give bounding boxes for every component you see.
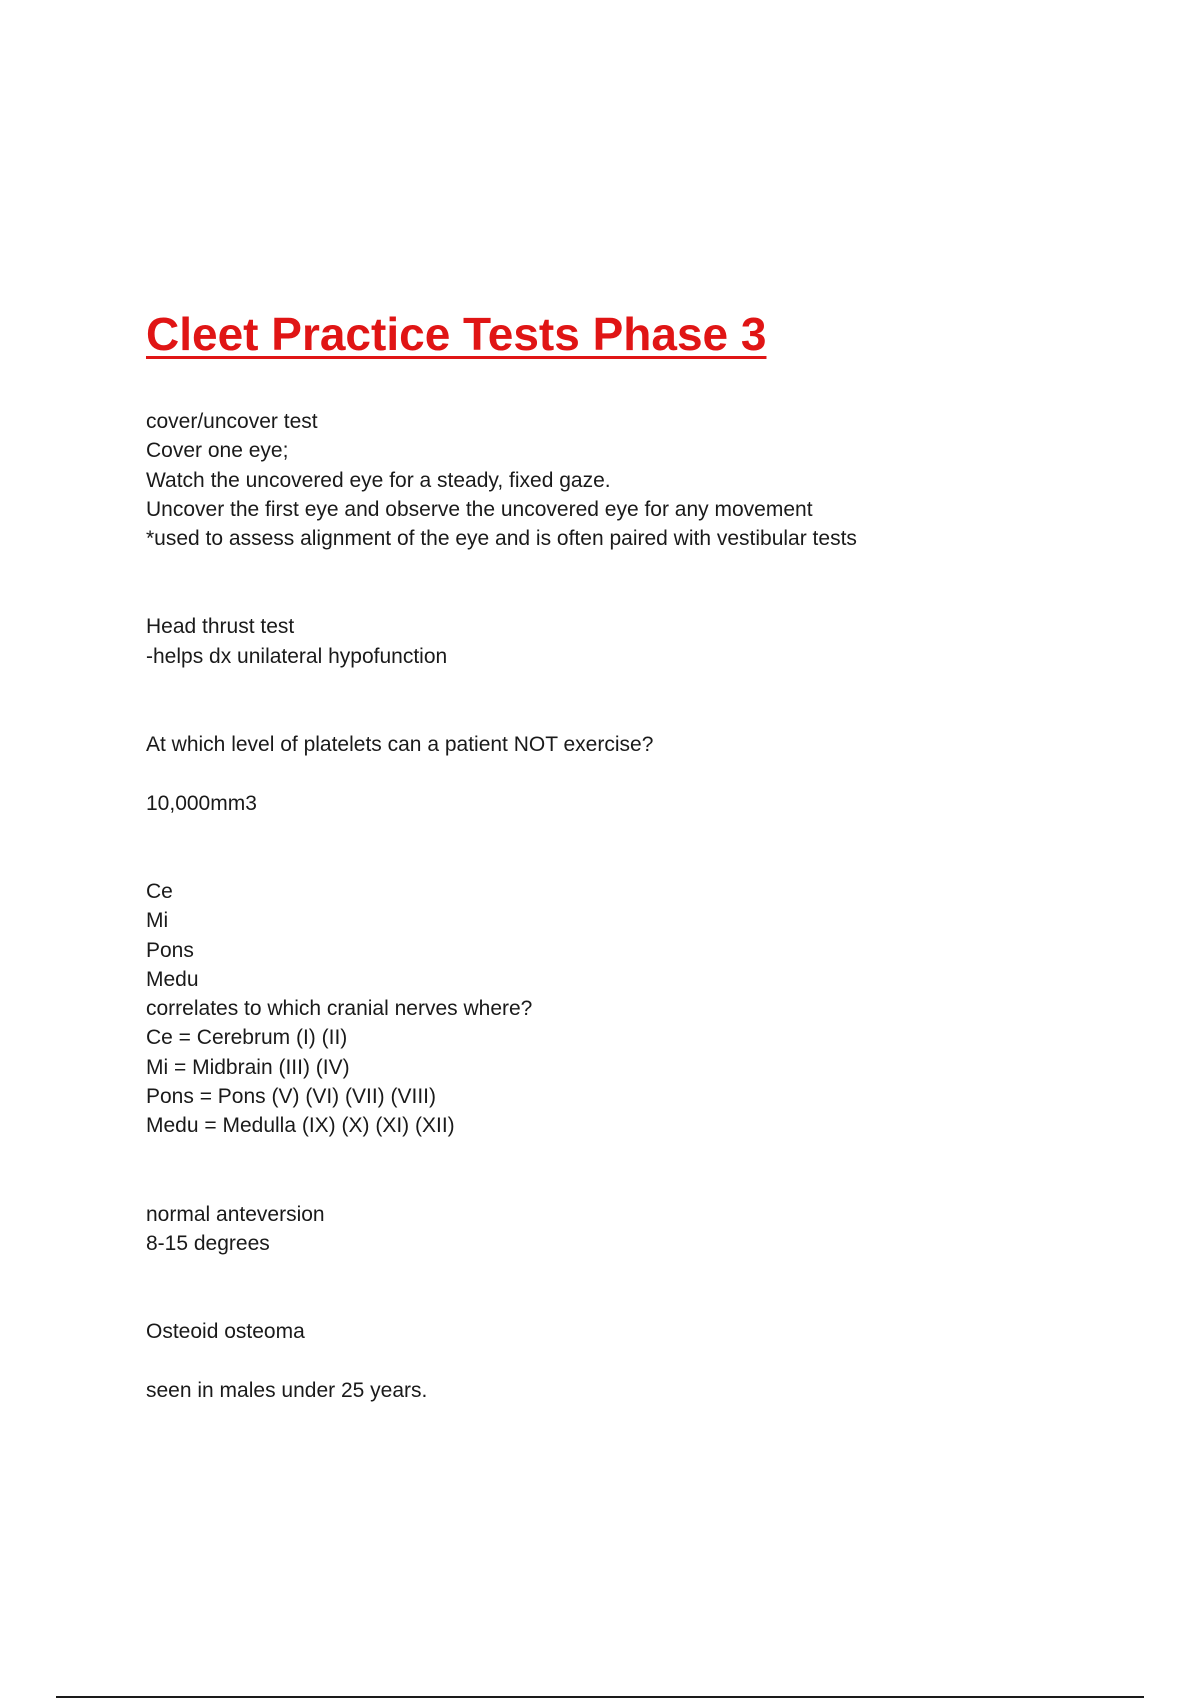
card-definition-line: 8-15 degrees [146,1231,270,1255]
card-answer: 10,000mm3 [146,791,257,815]
card-cover-uncover-test [146,407,1146,553]
card-definition-line: Medu = Medulla (IX) (X) (XI) (XII) [146,1114,455,1138]
card-anteversion [146,1200,1146,1259]
card-definition-line: -helps dx unilateral hypofunction [146,644,448,668]
card-term-line: Mi [146,909,169,933]
card-osteoid-osteoma [146,1317,1146,1405]
card-platelets [146,730,1146,818]
card-definition-line: Watch the uncovered eye for a steady, fixed gaze. [146,468,611,492]
card-question: At which level of platelets can a patient NOT exercise? [146,733,654,757]
page-title: Cleet Practice Tests Phase 3 [146,308,767,360]
card-definition-line: Cover one eye; [146,439,289,463]
card-head-thrust-test [146,612,1146,671]
card-term-line: Ce [146,879,173,903]
card-question: Osteoid osteoma [146,1320,305,1344]
card-cranial-nerves [146,877,1146,1141]
page-bottom-divider [56,1696,1144,1698]
document-body [146,407,1146,1405]
card-term: cover/uncover test [146,410,318,433]
card-definition-line: Uncover the first eye and observe the uncovered eye for any movement [146,497,813,521]
card-term-line: Medu [146,967,199,991]
card-term-line: Pons [146,938,194,962]
card-term: normal anteversion [146,1202,325,1226]
card-definition-line: *used to assess alignment of the eye and is often paired with vestibular tests [146,527,857,551]
card-term: Head thrust test [146,615,295,639]
card-definition-line: Pons = Pons (V) (VI) (VII) (VIII) [146,1085,436,1109]
card-term-line: correlates to which cranial nerves where? [146,997,533,1021]
card-definition-line: Ce = Cerebrum (I) (II) [146,1026,348,1050]
card-definition-line: Mi = Midbrain (III) (IV) [146,1055,350,1079]
card-answer: seen in males under 25 years. [146,1378,428,1402]
